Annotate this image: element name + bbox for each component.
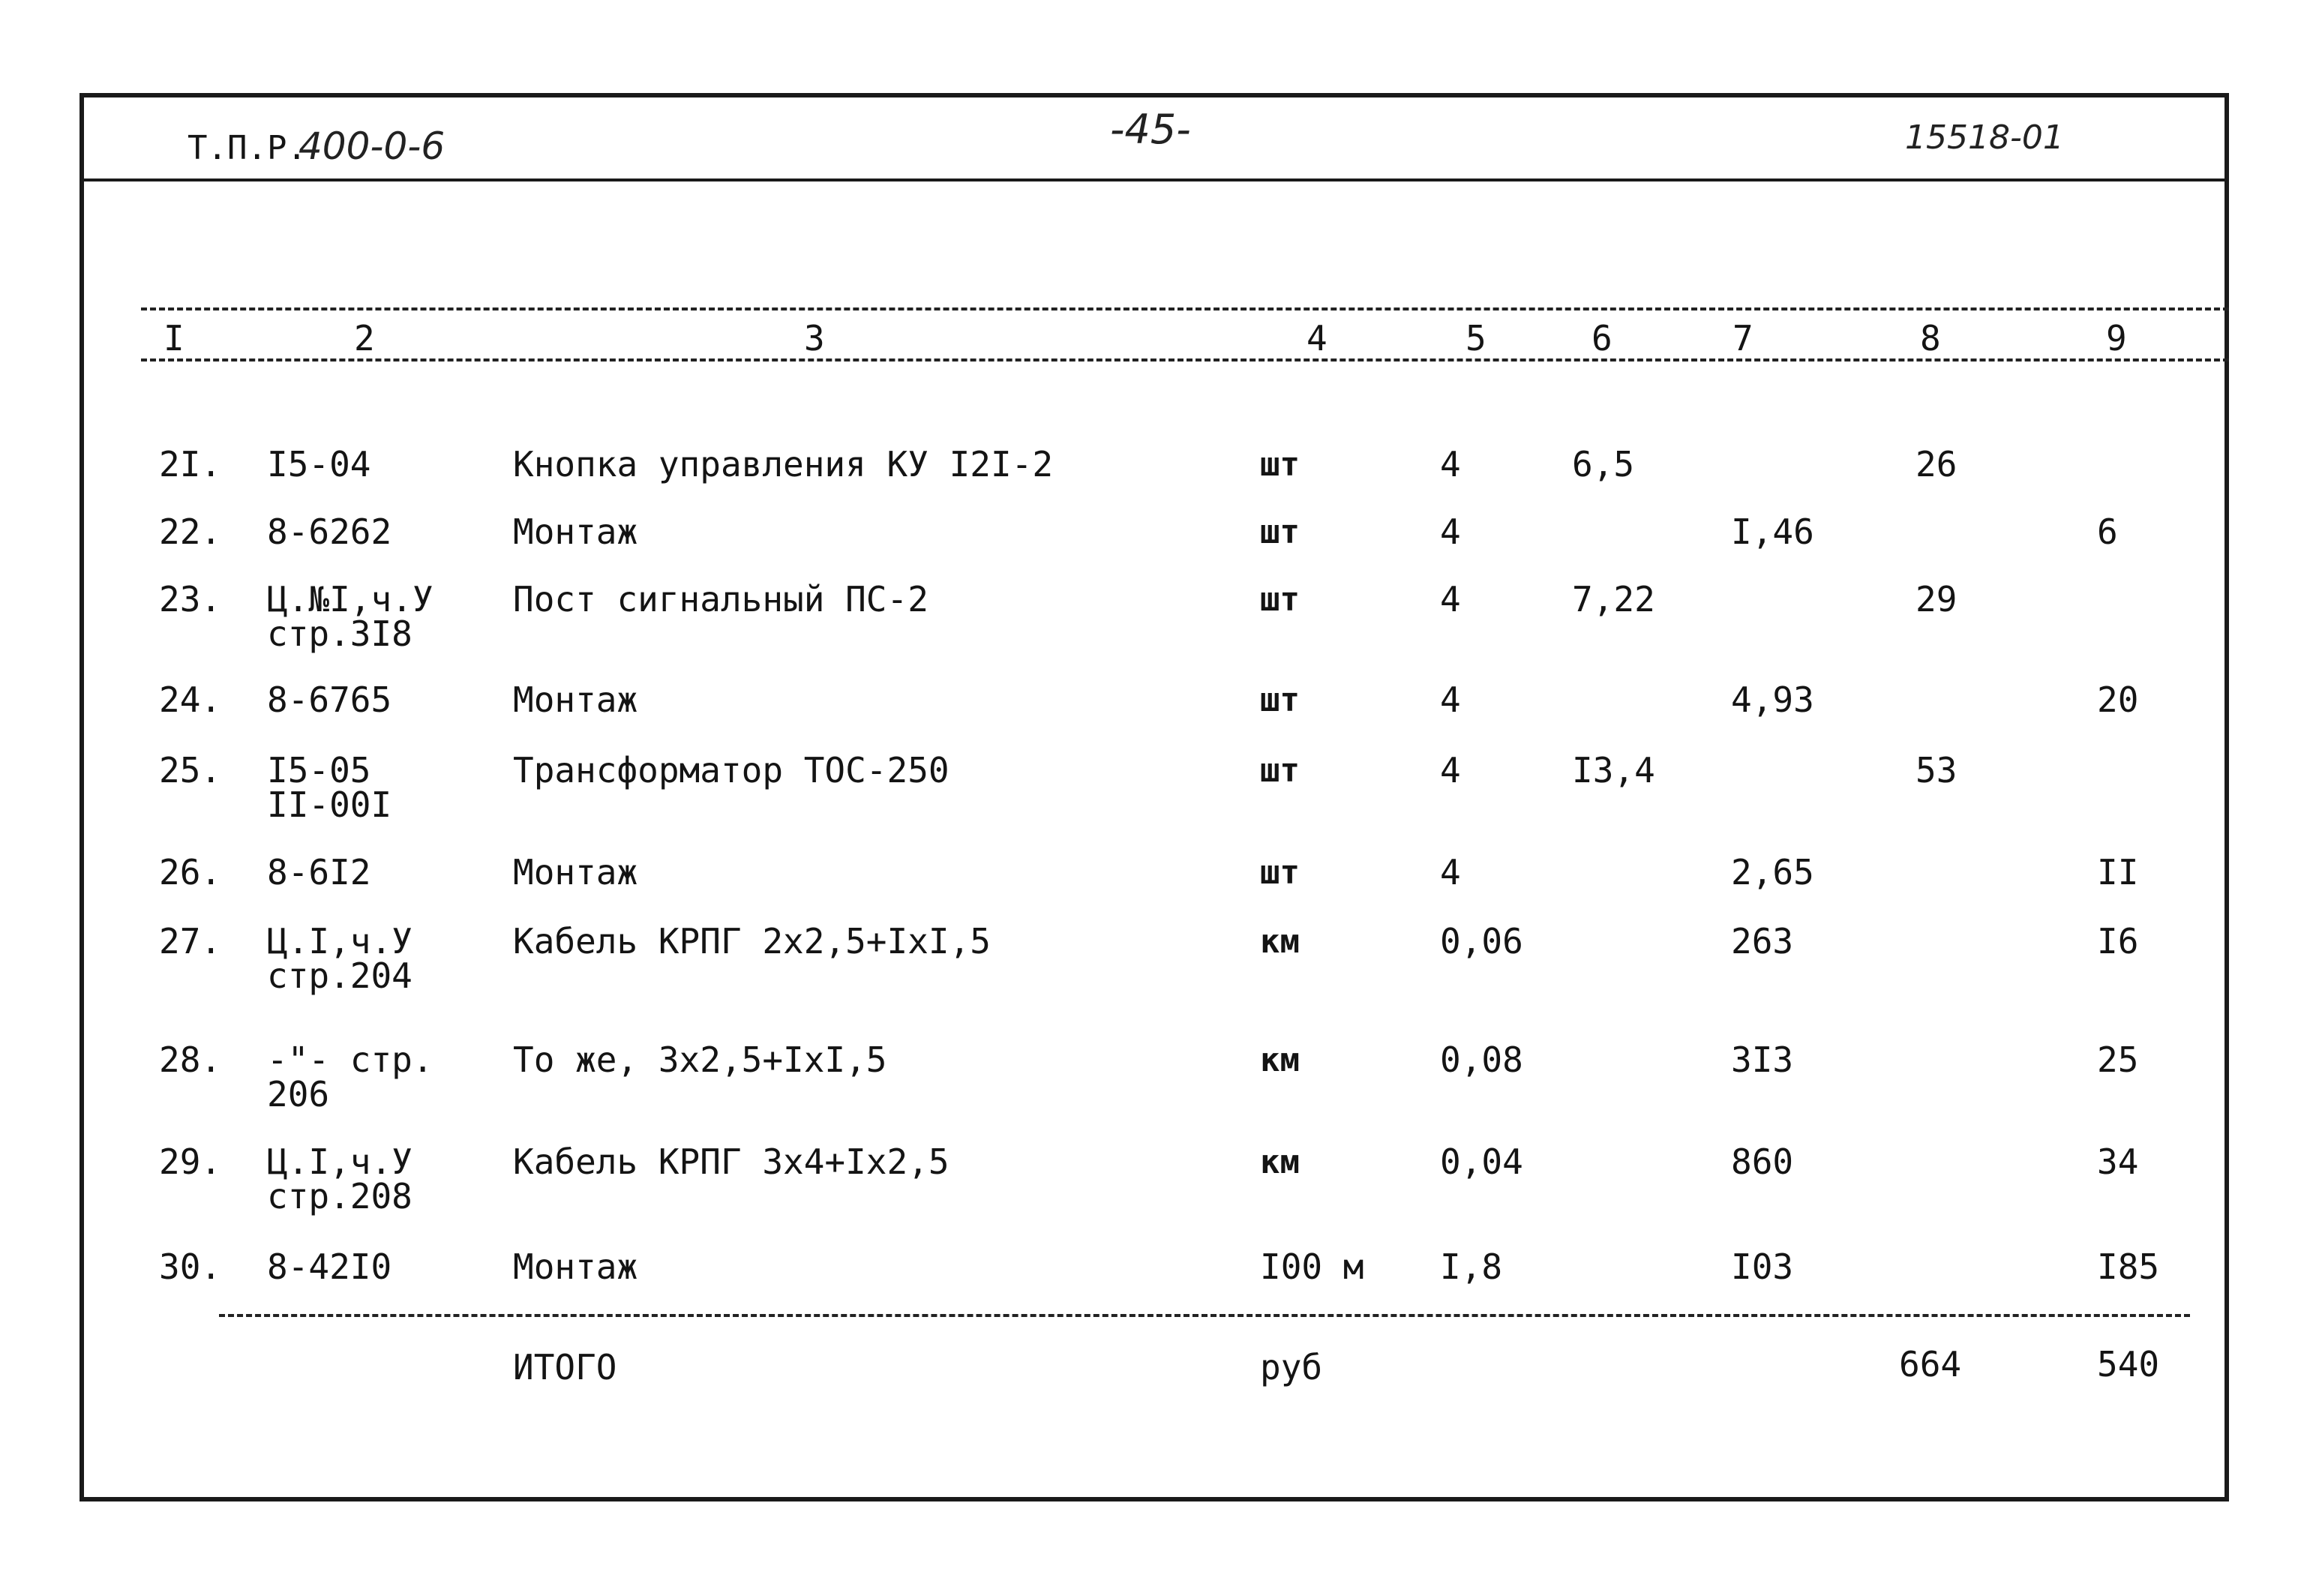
unit: км xyxy=(1260,922,1300,961)
column-number: 2 xyxy=(354,318,375,358)
install-price: 860 xyxy=(1731,1142,1794,1182)
row-number: 28. xyxy=(159,1040,222,1080)
column-number: 6 xyxy=(1592,318,1612,358)
install-total: 20 xyxy=(2097,680,2139,720)
column-header-top-rule xyxy=(141,308,2229,310)
price-code: 8-6765 xyxy=(267,680,392,720)
header-rule xyxy=(84,178,2224,182)
price-code: -"- стр. xyxy=(267,1040,434,1080)
equipment-total: 26 xyxy=(1916,444,1958,484)
quantity: 4 xyxy=(1440,852,1461,892)
total-unit: руб xyxy=(1260,1347,1323,1388)
item-name: Монтаж xyxy=(513,1246,638,1287)
install-price: 4,93 xyxy=(1731,680,1814,720)
total-rule xyxy=(219,1314,2190,1317)
install-price: I,46 xyxy=(1731,512,1814,552)
item-name: Пост сигнальный ПС-2 xyxy=(513,579,928,620)
install-total: 6 xyxy=(2097,512,2118,552)
price-code: Ц.I,ч.У xyxy=(267,921,412,962)
item-name: Монтаж xyxy=(513,680,638,720)
unit-price: 6,5 xyxy=(1572,444,1635,484)
column-number: 7 xyxy=(1732,318,1754,358)
unit: шт xyxy=(1260,752,1300,790)
price-code: 8-42I0 xyxy=(267,1246,392,1287)
price-code: 8-6I2 xyxy=(267,852,371,892)
column-number: 3 xyxy=(804,318,825,358)
doc-code: 15518-01 xyxy=(1905,118,2064,157)
column-number: 5 xyxy=(1466,318,1486,358)
row-number: 29. xyxy=(159,1142,222,1182)
quantity: 4 xyxy=(1440,444,1461,484)
doc-prefix: Т.П.Р. xyxy=(188,129,307,167)
price-code: 8-6262 xyxy=(267,512,392,552)
column-number: 8 xyxy=(1920,318,1941,358)
column-number: 4 xyxy=(1306,318,1328,358)
price-code-page: стр.208 xyxy=(267,1176,412,1216)
quantity: 0,06 xyxy=(1440,921,1523,962)
unit: шт xyxy=(1260,681,1300,719)
row-number: 24. xyxy=(159,680,222,720)
install-price: 2,65 xyxy=(1731,852,1814,892)
equipment-total: 29 xyxy=(1916,579,1958,620)
page-frame xyxy=(80,93,2229,1502)
quantity: 4 xyxy=(1440,512,1461,552)
unit-price: 7,22 xyxy=(1572,579,1655,620)
item-name: Монтаж xyxy=(513,512,638,552)
quantity: 0,08 xyxy=(1440,1040,1523,1080)
item-name: Трансформатор ТОС-250 xyxy=(513,750,950,790)
quantity: 0,04 xyxy=(1440,1142,1523,1182)
column-number: 9 xyxy=(2106,318,2127,358)
unit: км xyxy=(1260,1041,1300,1079)
total-equipment: 664 xyxy=(1899,1344,1962,1384)
total-install: 540 xyxy=(2097,1344,2160,1384)
item-name: То же, 3х2,5+IхI,5 xyxy=(513,1040,887,1080)
item-name: Кабель КРПГ 2х2,5+IхI,5 xyxy=(513,921,991,962)
column-header-bottom-rule xyxy=(141,358,2229,362)
item-name: Кабель КРПГ 3х4+Iх2,5 xyxy=(513,1142,950,1182)
unit: км xyxy=(1260,1143,1300,1181)
row-number: 25. xyxy=(159,750,222,790)
install-total: I6 xyxy=(2097,921,2139,962)
price-code-page: стр.3I8 xyxy=(267,614,412,654)
equipment-total: 53 xyxy=(1916,750,1958,790)
quantity: 4 xyxy=(1440,750,1461,790)
unit-price: I3,4 xyxy=(1572,750,1655,790)
unit: шт xyxy=(1260,854,1300,892)
install-total: II xyxy=(2097,852,2139,892)
item-name: Кнопка управления КУ I2I-2 xyxy=(513,444,1054,484)
price-code: I5-04 xyxy=(267,444,371,484)
install-total: 34 xyxy=(2097,1142,2139,1182)
price-code-page: II-00I xyxy=(267,784,392,825)
unit: I00 м xyxy=(1260,1246,1364,1287)
row-number: 27. xyxy=(159,921,222,962)
row-number: 2I. xyxy=(159,444,222,484)
unit: шт xyxy=(1260,446,1300,484)
price-code: I5-05 xyxy=(267,750,371,790)
quantity: I,8 xyxy=(1440,1246,1503,1287)
unit: шт xyxy=(1260,513,1300,551)
install-price: I03 xyxy=(1731,1246,1794,1287)
price-code: Ц.I,ч.У xyxy=(267,1142,412,1182)
price-code-page: стр.204 xyxy=(267,956,412,996)
row-number: 22. xyxy=(159,512,222,552)
price-code-page: 206 xyxy=(267,1074,330,1114)
page-number: -45- xyxy=(1110,106,1191,153)
row-number: 26. xyxy=(159,852,222,892)
unit: шт xyxy=(1260,580,1300,619)
install-price: 3I3 xyxy=(1731,1040,1794,1080)
install-total: 25 xyxy=(2097,1040,2139,1080)
total-label: ИТОГО xyxy=(513,1347,617,1388)
row-number: 23. xyxy=(159,579,222,620)
quantity: 4 xyxy=(1440,680,1461,720)
doc-number: 400-0-6 xyxy=(298,124,446,168)
quantity: 4 xyxy=(1440,579,1461,620)
price-code: Ц.№I,ч.У xyxy=(267,579,434,620)
install-price: 263 xyxy=(1731,921,1794,962)
install-total: I85 xyxy=(2097,1246,2160,1287)
row-number: 30. xyxy=(159,1246,222,1287)
item-name: Монтаж xyxy=(513,852,638,892)
column-number: I xyxy=(164,318,184,358)
